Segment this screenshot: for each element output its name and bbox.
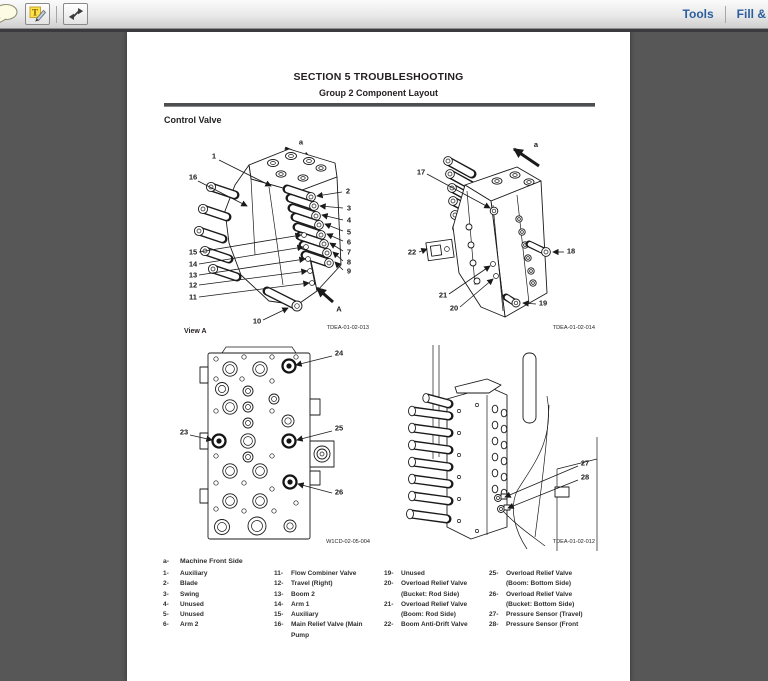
expand-arrows-button[interactable]	[63, 3, 88, 25]
legend-item-number: 16-	[274, 621, 284, 629]
legend-item-label: Unused	[180, 600, 204, 608]
figure-control-valve-iso-1	[157, 135, 387, 335]
legend-column-3	[384, 569, 487, 631]
toolbar-right-group	[683, 0, 768, 28]
legend-item-label: Swing	[180, 590, 200, 598]
toolbar-left-group	[0, 0, 89, 28]
legend-item	[489, 620, 588, 630]
legend-item-number: 28-	[489, 621, 499, 629]
tools-button[interactable]: Tools	[682, 7, 714, 21]
legend-item-label: Unused	[180, 611, 204, 619]
legend-item-number: 14-	[274, 600, 284, 608]
sign-tool-button[interactable]	[25, 3, 50, 25]
callout-label: 13	[188, 270, 198, 280]
callout-label: 8	[346, 257, 352, 267]
callout-label: 7	[346, 247, 352, 257]
figure-control-valve-iso-2	[397, 135, 607, 335]
svg-text:T: T	[32, 7, 39, 18]
legend-item	[384, 569, 487, 579]
legend-item-number: 13-	[274, 590, 284, 598]
figure-control-valve-installed	[397, 341, 609, 551]
legend-item-label: Overload Relief Valve (Boom: Rod Side)	[401, 600, 468, 619]
legend-item-number: 4-	[163, 600, 169, 608]
callout-label: 19	[538, 298, 548, 308]
legend-item-number: 21-	[384, 600, 394, 608]
view-a-label: View A	[184, 328, 207, 335]
legend-item	[274, 569, 380, 579]
legend-item	[274, 610, 380, 620]
valve-ports-left	[407, 394, 450, 519]
legend-item-label: Pressure Sensor (Front	[506, 621, 579, 629]
view-arrow-label: A	[336, 304, 342, 314]
group-subtitle: Group 2 Component Layout	[319, 88, 438, 98]
direction-label-a: a	[298, 137, 304, 147]
callout-label: 17	[416, 167, 426, 177]
callout-label: 5	[346, 227, 352, 237]
legend-item-label: Overload Relief Valve (Boom: Bottom Side)	[506, 570, 573, 588]
callout-label: 21	[438, 290, 448, 300]
legend-item-number: 3-	[163, 590, 169, 598]
legend-item	[163, 590, 269, 600]
legend-item	[274, 620, 380, 641]
valve-body	[225, 149, 341, 305]
valve-block-left	[426, 239, 454, 260]
document-viewport[interactable]	[0, 31, 768, 639]
legend-item-number: 19-	[384, 570, 394, 577]
legend-item	[489, 610, 588, 620]
legend-item	[489, 590, 588, 611]
callout-label: 4	[346, 215, 352, 225]
legend-item	[163, 610, 269, 620]
legend-note-label: Machine Front Side	[180, 558, 243, 565]
callout-label: 24	[334, 348, 344, 358]
legend-column-1	[163, 569, 269, 631]
legend-item-label: Overload Relief Valve (Bucket: Bottom Side)	[506, 590, 575, 608]
legend-item	[384, 620, 487, 630]
toolbar-separator	[725, 6, 726, 23]
legend-item	[163, 600, 269, 610]
legend-item-number: 12-	[274, 580, 284, 588]
machine-front-arrow	[514, 149, 539, 166]
legend-item	[163, 620, 269, 630]
valve-body	[447, 379, 507, 539]
callout-label: 15	[188, 247, 198, 257]
fill-sign-button[interactable]: Fill &	[736, 7, 766, 21]
legend-item-label: Arm 1	[291, 600, 310, 608]
callout-label: 10	[252, 316, 262, 326]
legend-item-label: Travel (Right)	[291, 580, 333, 588]
legend-item	[384, 600, 487, 621]
callout-label: 23	[179, 427, 189, 437]
direction-label-a: a	[533, 140, 539, 149]
figure-caption: TDEA-01-02-013	[326, 325, 369, 331]
callout-label: 22	[407, 247, 417, 257]
legend-item	[384, 579, 487, 600]
header-rule	[164, 103, 595, 107]
callout-label: 16	[188, 172, 198, 182]
toolbar-shadow-strip	[0, 29, 768, 32]
callout-label: 1	[211, 151, 217, 161]
legend-item-number: 26-	[489, 590, 499, 598]
legend-item-label: Arm 2	[180, 621, 199, 629]
sign-tool-icon	[28, 5, 47, 23]
expand-arrows-icon	[67, 5, 85, 23]
legend-item-number: 15-	[274, 611, 284, 619]
callout-label: 9	[346, 266, 352, 276]
legend-note-machine-front	[163, 558, 243, 565]
legend-item-number: 6-	[163, 621, 169, 629]
figure4-callouts	[505, 459, 589, 509]
legend-item-label: Overload Relief Valve (Bucket: Rod Side)	[401, 580, 468, 598]
figure-caption: TDEA-01-02-014	[552, 325, 595, 331]
legend-item-label: Boom 2	[291, 590, 315, 598]
legend-item-label: Auxiliary	[291, 611, 319, 619]
legend-item	[489, 569, 588, 590]
figure-caption: TDEA-01-02-012	[552, 539, 595, 545]
callout-label: 28	[580, 472, 590, 482]
legend-item-label: Flow Combiner Valve	[291, 570, 357, 577]
legend-item-label: Unused	[401, 570, 425, 577]
control-valve-heading: Control Valve	[164, 115, 222, 125]
view-a-arrow	[317, 288, 333, 302]
legend-item	[163, 569, 269, 579]
legend-item-number: 2-	[163, 580, 169, 588]
callout-label: 12	[188, 280, 198, 290]
legend-column-4	[489, 569, 588, 631]
legend-note-key: a-	[163, 558, 170, 565]
legend-item	[274, 600, 380, 610]
legend-column-2	[274, 569, 380, 641]
legend-item-label: Auxiliary	[180, 570, 208, 577]
section-title: SECTION 5 TROUBLESHOOTING	[293, 71, 464, 83]
legend-item-number: 25-	[489, 570, 499, 577]
legend-item-number: 11-	[274, 570, 284, 577]
callout-label: 2	[345, 186, 351, 196]
callout-label: 14	[188, 259, 198, 269]
pdf-page	[127, 31, 630, 681]
figure-control-valve-view-a	[162, 341, 377, 546]
callout-label: 20	[449, 303, 459, 313]
callout-label: 26	[334, 487, 344, 497]
callout-label: 25	[334, 423, 344, 433]
legend-item-number: 22-	[384, 621, 394, 629]
legend-item-label: Boom Anti-Drift Valve	[401, 621, 468, 629]
legend-item	[274, 590, 380, 600]
pdf-toolbar	[0, 0, 768, 29]
callout-label: 18	[566, 246, 576, 256]
legend-item-label: Blade	[180, 580, 198, 588]
legend-item-number: 20-	[384, 580, 394, 588]
legend-item-label: Pressure Sensor (Travel)	[506, 611, 583, 619]
comment-bubble-icon[interactable]	[0, 0, 20, 28]
toolbar-separator	[56, 6, 57, 23]
callout-label: 3	[346, 203, 352, 213]
legend-item-number: 1-	[163, 570, 169, 577]
callout-label: 11	[189, 292, 197, 302]
legend-item-label: Main Relief Valve (Main Pump	[291, 621, 363, 639]
legend-item	[163, 579, 269, 589]
figure-caption: W1CD-02-05-004	[326, 539, 370, 545]
legend-item-number: 5-	[163, 611, 169, 619]
legend-item	[274, 579, 380, 589]
callout-label: 27	[580, 458, 590, 468]
callout-label: 6	[346, 237, 352, 247]
legend-item-number: 27-	[489, 611, 499, 619]
